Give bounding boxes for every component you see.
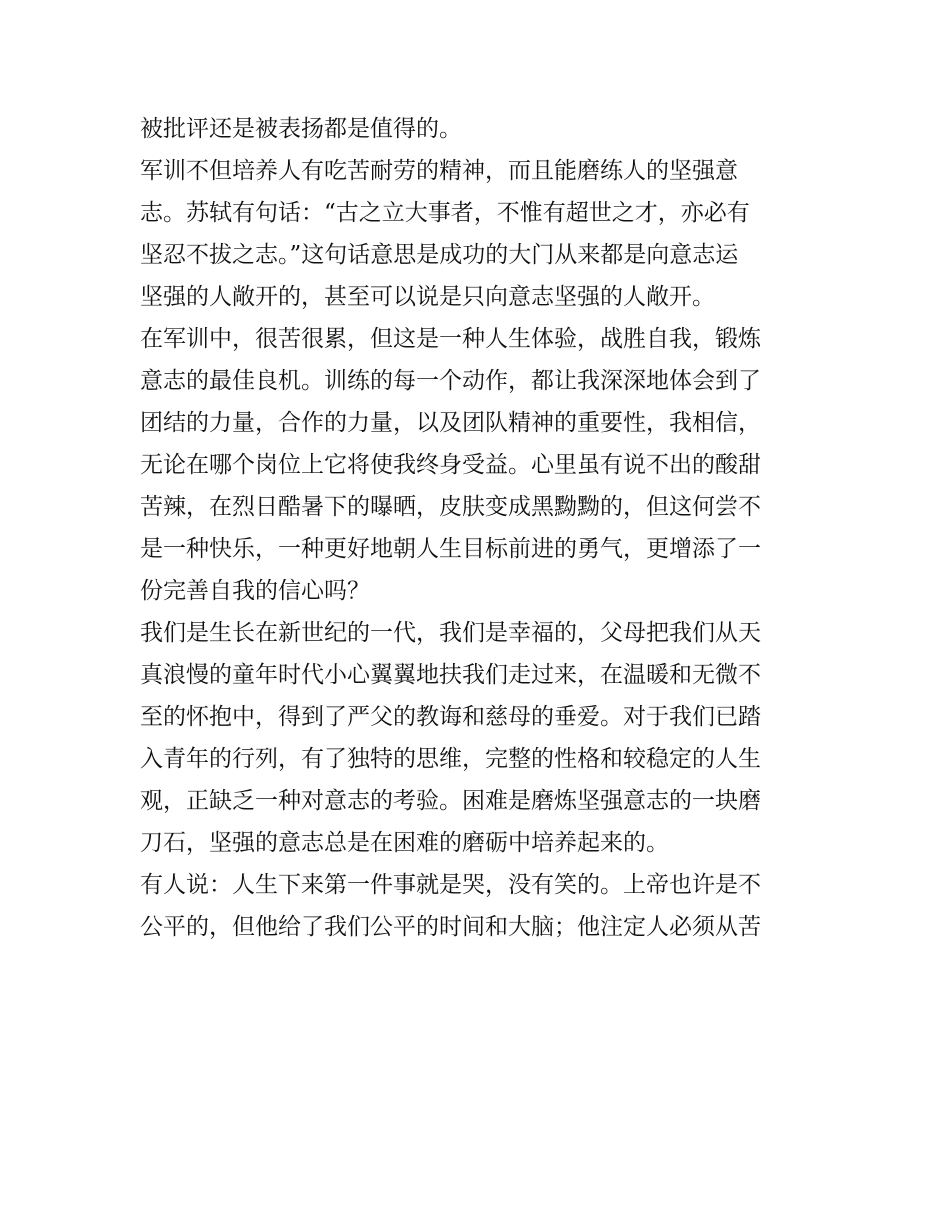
- text-line: 团结的力量，合作的力量，以及团队精神的重要性，我相信，: [140, 410, 761, 436]
- text-line: 是一种快乐，一种更好地朝人生目标前进的勇气，更增添了一: [140, 536, 761, 562]
- text-line: 坚忍不拔之志。”这句话意思是成功的大门从来都是向意志运: [140, 242, 739, 268]
- body-text: [140, 108, 820, 948]
- text-line: 公平的，但他给了我们公平的时间和大脑；他注定人必须从苦: [140, 914, 761, 940]
- text-line: 至的怀抱中，得到了严父的教诲和慈母的垂爱。对于我们已踏: [140, 704, 761, 730]
- text-line: 观，正缺乏一种对意志的考验。困难是磨炼坚强意志的一块磨: [140, 788, 761, 814]
- text-line: 被批评还是被表扬都是值得的。: [140, 116, 462, 142]
- text-line: 志。苏轼有句话：“古之立大事者，不惟有超世之才，亦必有: [140, 200, 750, 226]
- text-line: 入青年的行列，有了独特的思维，完整的性格和较稳定的人生: [140, 746, 761, 772]
- text-line: 军训不但培养人有吃苦耐劳的精神，而且能磨练人的坚强意: [140, 158, 738, 184]
- text-line: 刀石，坚强的意志总是在困难的磨砺中培养起来的。: [140, 830, 669, 856]
- text-line: 坚强的人敞开的，甚至可以说是只向意志坚强的人敞开。: [140, 284, 715, 310]
- text-line: 苦辣，在烈日酷暑下的曝晒，皮肤变成黑黝黝的，但这何尝不: [140, 494, 761, 520]
- text-line: 意志的最佳良机。训练的每一个动作，都让我深深地体会到了: [140, 368, 761, 394]
- text-line: 真浪慢的童年时代小心翼翼地扶我们走过来，在温暖和无微不: [140, 662, 761, 688]
- text-line: 我们是生长在新世纪的一代，我们是幸福的，父母把我们从天: [140, 620, 761, 646]
- text-line: 在军训中，很苦很累，但这是一种人生体验，战胜自我，锻炼: [140, 326, 761, 352]
- text-line: 有人说：人生下来第一件事就是哭，没有笑的。上帝也许是不: [140, 872, 761, 898]
- text-line: 份完善自我的信心吗？: [140, 578, 370, 604]
- text-line: 无论在哪个岗位上它将使我终身受益。心里虽有说不出的酸甜: [140, 452, 761, 478]
